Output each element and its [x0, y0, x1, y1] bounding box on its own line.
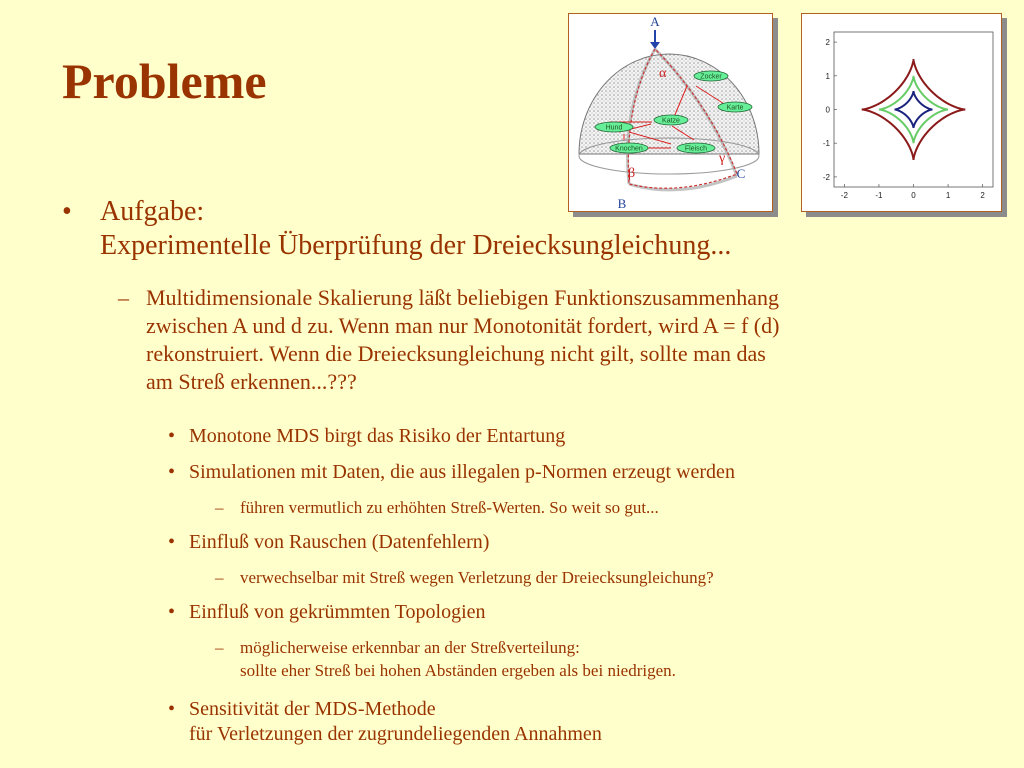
- dash-marker: –: [215, 568, 224, 587]
- node-katze: [654, 115, 688, 125]
- bullet-marker: •: [168, 531, 176, 553]
- bullet-marker: •: [168, 425, 176, 447]
- x-tick-label: 1: [945, 191, 951, 200]
- sphere-figure: [568, 13, 773, 212]
- y-tick-label: -2: [822, 172, 830, 182]
- vertex-a-label: A: [650, 14, 660, 29]
- x-tick-label: -2: [840, 191, 848, 200]
- gamma-label: γ: [719, 151, 726, 166]
- x-tick-label: -1: [875, 191, 883, 200]
- slide-title: Probleme: [62, 53, 267, 109]
- y-tick-label: -1: [822, 139, 830, 149]
- main-bullet-line-2: Experimentelle Überprüfung der Dreiecksungleichung...: [100, 230, 732, 261]
- svg-text:Fleisch: Fleisch: [684, 145, 708, 153]
- sphere-figure-svg: [569, 14, 772, 211]
- beta-label: β: [628, 166, 636, 181]
- svg-text:Knochen: Knochen: [615, 145, 643, 153]
- sub-bullet-text: [146, 284, 976, 396]
- list-subitem-line-2: sollte eher Streß bei hohen Abständen ergeben als bei niedrigen.: [240, 661, 676, 680]
- dash-marker: –: [118, 285, 129, 310]
- main-bullet-text: [100, 195, 731, 263]
- node-hund: [595, 122, 633, 132]
- bullet-marker: •: [168, 698, 176, 720]
- list-subitem-line-1: möglicherweise erkennbar an der Streßverteilung:: [240, 638, 580, 657]
- node-fleisch: [677, 143, 715, 153]
- list-item-text: [189, 697, 602, 747]
- list-item-text: Monotone MDS birgt das Risiko der Entartung: [189, 425, 566, 447]
- astroid-plot: [801, 13, 1002, 212]
- list-item-line-2: für Verletzungen der zugrundeliegenden Annahmen: [189, 723, 602, 745]
- vertex-b-label: B: [617, 196, 627, 211]
- astroid-plot-svg: [802, 14, 1001, 211]
- y-tick-label: 1: [825, 71, 830, 81]
- list-item-text: Einfluß von gekrümmten Topologien: [189, 601, 486, 623]
- meridian-line: [629, 176, 737, 190]
- dash-marker: –: [215, 638, 224, 657]
- sub-bullet-line-1: Multidimensionale Skalierung läßt beliebigen Funktionszusammenhang: [146, 285, 780, 310]
- sub-bullet-line-2: zwischen A und d zu. Wenn man nur Monotonität fordert, wird A = f (d): [146, 313, 780, 338]
- dash-marker: –: [215, 498, 224, 517]
- plot-frame: [834, 32, 993, 187]
- list-item-line-1: Sensitivität der MDS-Methode: [189, 698, 436, 720]
- list-item-text: Einfluß von Rauschen (Datenfehlern): [189, 531, 490, 553]
- list-subitem-text: verwechselbar mit Streß wegen Verletzung der Dreiecksungleichung?: [240, 568, 714, 587]
- y-tick-label: 0: [825, 105, 830, 115]
- x-tick-label: 0: [911, 191, 916, 200]
- vertex-c-label: C: [736, 166, 746, 181]
- bullet-marker: •: [168, 461, 176, 483]
- svg-text:Zocker: Zocker: [700, 73, 722, 81]
- svg-text:Karte: Karte: [726, 104, 744, 112]
- y-tick-label: 2: [825, 38, 830, 48]
- main-bullet-line-1: Aufgabe:: [100, 196, 205, 227]
- list-subitem-text: führen vermutlich zu erhöhten Streß-Werten. So weit so gut...: [240, 498, 659, 517]
- astroid-inner-curve: [894, 91, 932, 128]
- arrow-a-head-icon: [650, 42, 660, 49]
- svg-text:Katze: Katze: [662, 117, 680, 125]
- svg-text:Hund: Hund: [605, 124, 623, 132]
- node-karte: [718, 102, 752, 112]
- alpha-label: α: [659, 66, 667, 81]
- list-item-text: Simulationen mit Daten, die aus illegalen p-Normen erzeugt werden: [189, 461, 735, 483]
- node-zocker: [694, 71, 728, 81]
- astroid-outer-curve: [862, 59, 966, 160]
- astroid-middle-curve: [879, 76, 948, 143]
- bullet-marker: •: [62, 196, 72, 227]
- x-tick-label: 2: [980, 191, 985, 200]
- node-knochen: [610, 143, 648, 153]
- list-subitem-text: [240, 636, 676, 682]
- sub-bullet-line-3: rekonstruiert. Wenn die Dreiecksungleichung nicht gilt, sollte man das: [146, 341, 766, 366]
- sub-bullet-line-4: am Streß erkennen...???: [146, 369, 357, 394]
- bullet-marker: •: [168, 601, 176, 623]
